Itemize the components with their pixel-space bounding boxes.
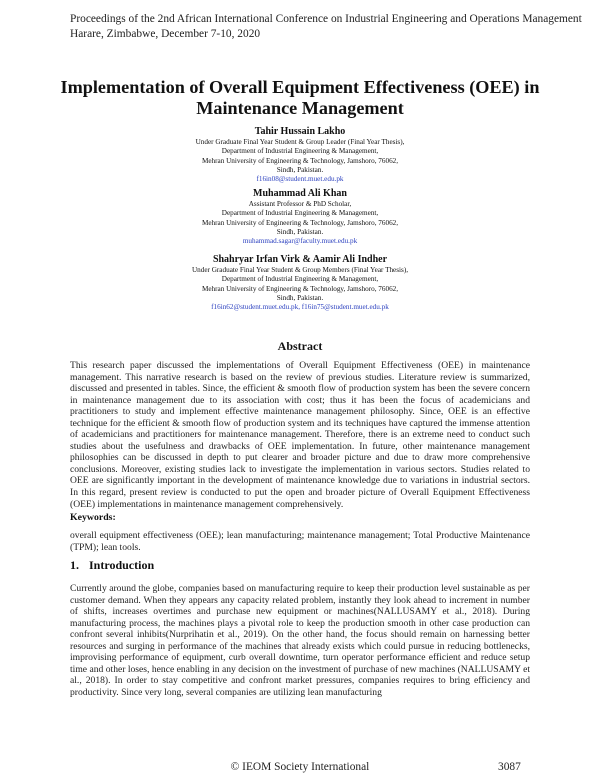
author-name: Tahir Hussain Lakho xyxy=(254,126,346,137)
author-affiliation-line: Department of Industrial Engineering & Management, xyxy=(221,209,379,218)
author-block-3 xyxy=(100,254,500,312)
section-title: Introduction xyxy=(89,558,155,572)
author-email-link[interactable]: muhammad.sagar@faculty.muet.edu.pk xyxy=(242,237,358,246)
author-affiliation-line: Mehran University of Engineering & Technology, Jamshoro, 76062, xyxy=(201,218,399,227)
author-block-1 xyxy=(100,126,500,184)
proceedings-line-2: Harare, Zimbabwe, December 7-10, 2020 xyxy=(70,28,261,40)
keywords-text: overall equipment effectiveness (OEE); lean manufacturing; maintenance management; Total Productive Maintenance (TPM); lean tools. xyxy=(70,530,530,553)
introduction-body: Currently around the globe, companies based on manufacturing require to keep their production level sustainable as per customer demand. When they appears any capacity related problem, instantly they look ahead to increment in number of shifts, increases overtimes and purchase new equipment or machines(NALLUSAMY et al., 2018). During manufacturing process, the machines plays a pivotal role to keep the production smooth in other case production can confront several inhibits(Nurprihatin et al., 2019). On the other hand, the focus should remain on harnessing better resources and surging in performance of the machines that already exists which could pursue in reducing bottlenecks, improvising performance of equipment, curb overall downtime, turn operator performance efficient and reduce setup time and other loses, hence enabling in any decision on the investment of purchase of new machines (NALLUSAMY et al., 2018). In order to stay competitive and confront market pressures, companies requires to bring efficiency and productivity. Since very long, several companies are utilizing lean manufacturing xyxy=(70,583,530,698)
page-number: 3087 xyxy=(498,761,521,773)
author-affiliation-line: Assistant Professor & PhD Scholar, xyxy=(248,200,352,208)
title-line-1: Implementation of Overall Equipment Effectiveness (OEE) in xyxy=(60,77,540,97)
author-affiliation-line: Sindh, Pakistan. xyxy=(276,165,324,174)
abstract-body: This research paper discussed the implementations of Overall Equipment Effectiveness (OEE) in maintenance management. This narrative research is based on the review of previous studies. Literature review is summarized, discussed and presented in tables. Since, the efficient & smooth flow of production system has been the severe concern in maintenance management due to its association with cost; thus it has been the focus of academicians and practitioners to study and implement effective maintenance management philosophy. Since, OEE is an effective technique for the efficient & smooth flow of production system and its techniques have captured the immense attention of academicians and practitioners for maintenance management. Therefore, there is an extreme need to conduct such studies about the usefulness and drawbacks of OEE implementation. In future, other maintenance management philosophies can be discussed in depth to put clearer and broader picture and due to draw more comprehensive conclusions. Moreover, existing studies lack to investigate the implementation in various sectors. Studies related to OEE are significantly important in the development of maintenance knowledge due to variations in industrial sectors. In this regard, present review is conducted to put the open and broader picture of Overall Equipment Effectiveness (OEE) implementations in maintenance management comprehensively. xyxy=(70,360,530,510)
author-name: Shahryar Irfan Virk & Aamir Ali Indher xyxy=(212,254,388,265)
author-affiliation-line: Under Graduate Final Year Student & Group Leader (Final Year Thesis), xyxy=(195,138,405,146)
author-name: Muhammad Ali Khan xyxy=(253,188,347,199)
author-affiliation-line: Sindh, Pakistan. xyxy=(276,227,324,236)
abstract-heading: Abstract xyxy=(277,339,323,353)
section-number: 1. xyxy=(70,558,79,572)
title-line-2: Maintenance Management xyxy=(196,98,404,118)
author-email-link[interactable]: f16in62@student.muet.edu.pk, f16in75@student.muet.edu.pk xyxy=(211,303,389,312)
author-affiliation-line: Sindh, Pakistan. xyxy=(276,293,324,302)
author-email-link[interactable]: f16in08@student.muet.edu.pk xyxy=(256,175,344,184)
author-affiliation-line: Mehran University of Engineering & Technology, Jamshoro, 76062, xyxy=(201,156,399,165)
section-heading-introduction xyxy=(70,558,154,573)
proceedings-header xyxy=(70,12,590,42)
author-affiliation-line: Under Graduate Final Year Student & Group Members (Final Year Thesis), xyxy=(191,266,409,274)
keywords-label: Keywords: xyxy=(70,512,116,523)
author-affiliation-line: Mehran University of Engineering & Technology, Jamshoro, 76062, xyxy=(201,284,399,293)
footer-society: © IEOM Society International xyxy=(230,761,370,773)
paper-title xyxy=(40,77,560,119)
author-affiliation-line: Department of Industrial Engineering & Management, xyxy=(221,147,379,156)
author-block-2 xyxy=(100,188,500,246)
author-affiliation-line: Department of Industrial Engineering & Management, xyxy=(221,275,379,284)
proceedings-line-1: Proceedings of the 2nd African International Conference on Industrial Engineering and Operations Management xyxy=(70,13,582,25)
